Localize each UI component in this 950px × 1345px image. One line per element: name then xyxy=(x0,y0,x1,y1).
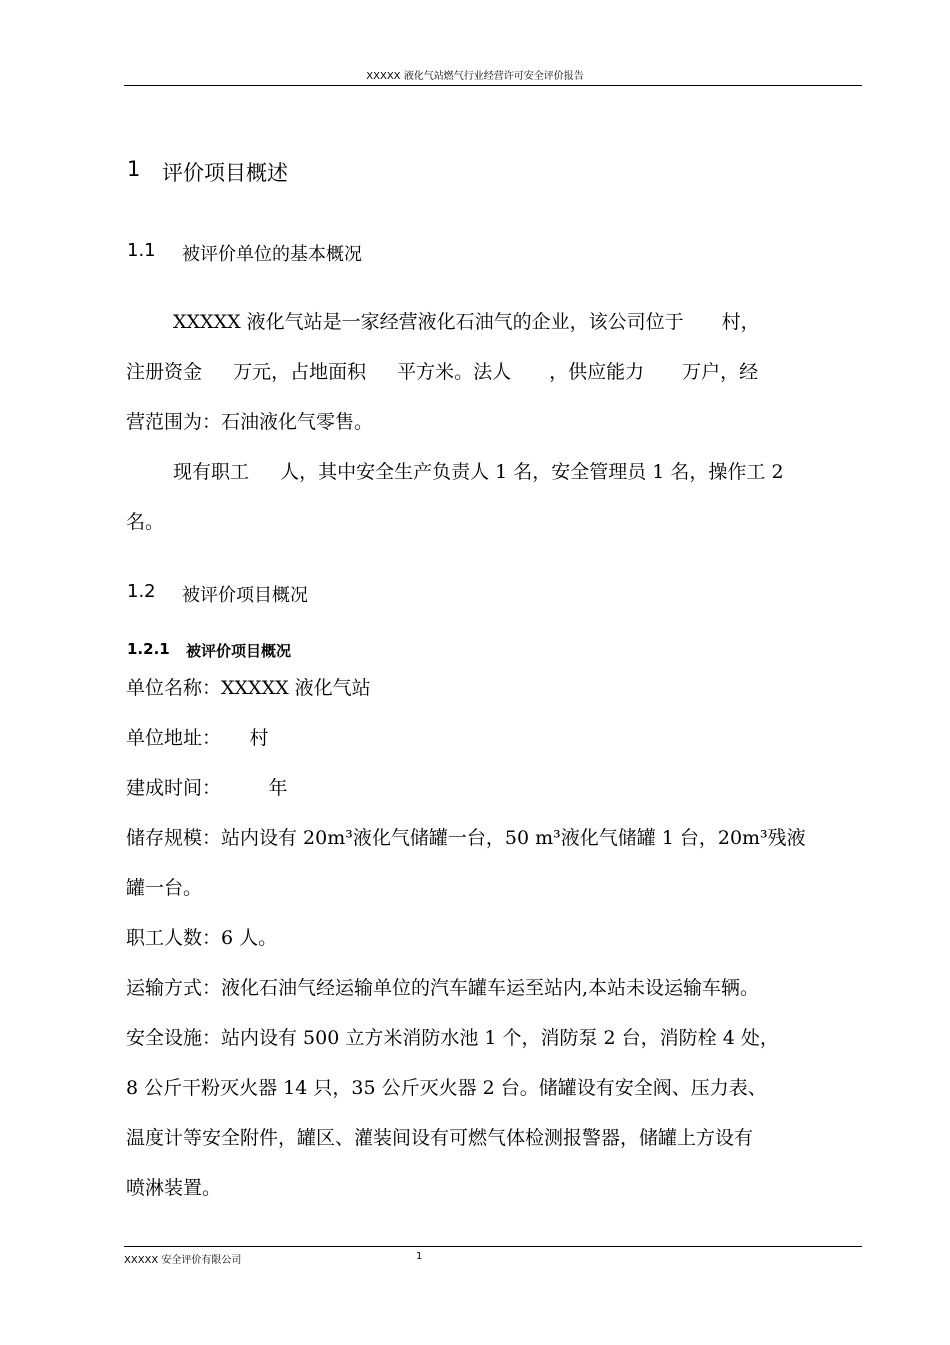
section-1-1-title: 被评价单位的基本概况 xyxy=(182,244,362,265)
section-1-2-1-title: 被评价项目概况 xyxy=(186,642,292,660)
paragraph-1-line-1: XXXXX 液化气站是一家经营液化石油气的企业，该公司位于 村， xyxy=(173,311,760,333)
detail-unit-address: 单位地址： 村 xyxy=(126,727,269,749)
detail-safety-line-4: 喷淋装置。 xyxy=(126,1177,222,1199)
detail-build-time: 建成时间： 年 xyxy=(126,777,288,799)
paragraph-2-line-2: 名。 xyxy=(126,511,165,533)
header-rule xyxy=(124,85,862,86)
section-1-number: 1 xyxy=(127,157,141,181)
paragraph-2-line-1: 现有职工 人，其中安全生产负责人 1 名，安全管理员 1 名，操作工 2 xyxy=(173,461,784,483)
paragraph-1-line-3: 营范围为：石油液化气零售。 xyxy=(126,411,374,433)
detail-storage-line-1: 储存规模：站内设有 20m³液化气储罐一台，50 m³液化气储罐 1 台，20m³残液 xyxy=(126,827,806,849)
footer-page-number: 1 xyxy=(416,1251,423,1262)
detail-staff-count: 职工人数：6 人。 xyxy=(126,927,278,949)
footer-rule xyxy=(124,1246,862,1247)
section-1-2-number: 1.2 xyxy=(127,581,156,602)
paragraph-1-line-2: 注册资金 万元，占地面积 平方米。法人 ，供应能力 万户，经 xyxy=(126,361,759,383)
section-1-2-title: 被评价项目概况 xyxy=(182,585,308,606)
detail-safety-line-2: 8 公斤干粉灭火器 14 只，35 公斤灭火器 2 台。储罐设有安全阀、压力表、 xyxy=(126,1077,767,1099)
section-1-title: 评价项目概述 xyxy=(162,161,288,185)
detail-unit-name: 单位名称：XXXXX 液化气站 xyxy=(126,677,371,699)
footer-company: XXXXX 安全评价有限公司 xyxy=(124,1255,242,1266)
detail-safety-line-1: 安全设施：站内设有 500 立方米消防水池 1 个，消防泵 2 台，消防栓 4 处， xyxy=(126,1027,779,1049)
section-1-2-1-number: 1.2.1 xyxy=(127,640,170,658)
page-header-title: XXXXX 液化气站燃气行业经营许可安全评价报告 xyxy=(366,71,584,82)
detail-transport: 运输方式：液化石油气经运输单位的汽车罐车运至站内,本站未设运输车辆。 xyxy=(126,977,760,999)
detail-storage-line-2: 罐一台。 xyxy=(126,877,203,899)
detail-safety-line-3: 温度计等安全附件，罐区、灌装间设有可燃气体检测报警器，储罐上方设有 xyxy=(126,1127,754,1149)
section-1-1-number: 1.1 xyxy=(127,240,156,261)
